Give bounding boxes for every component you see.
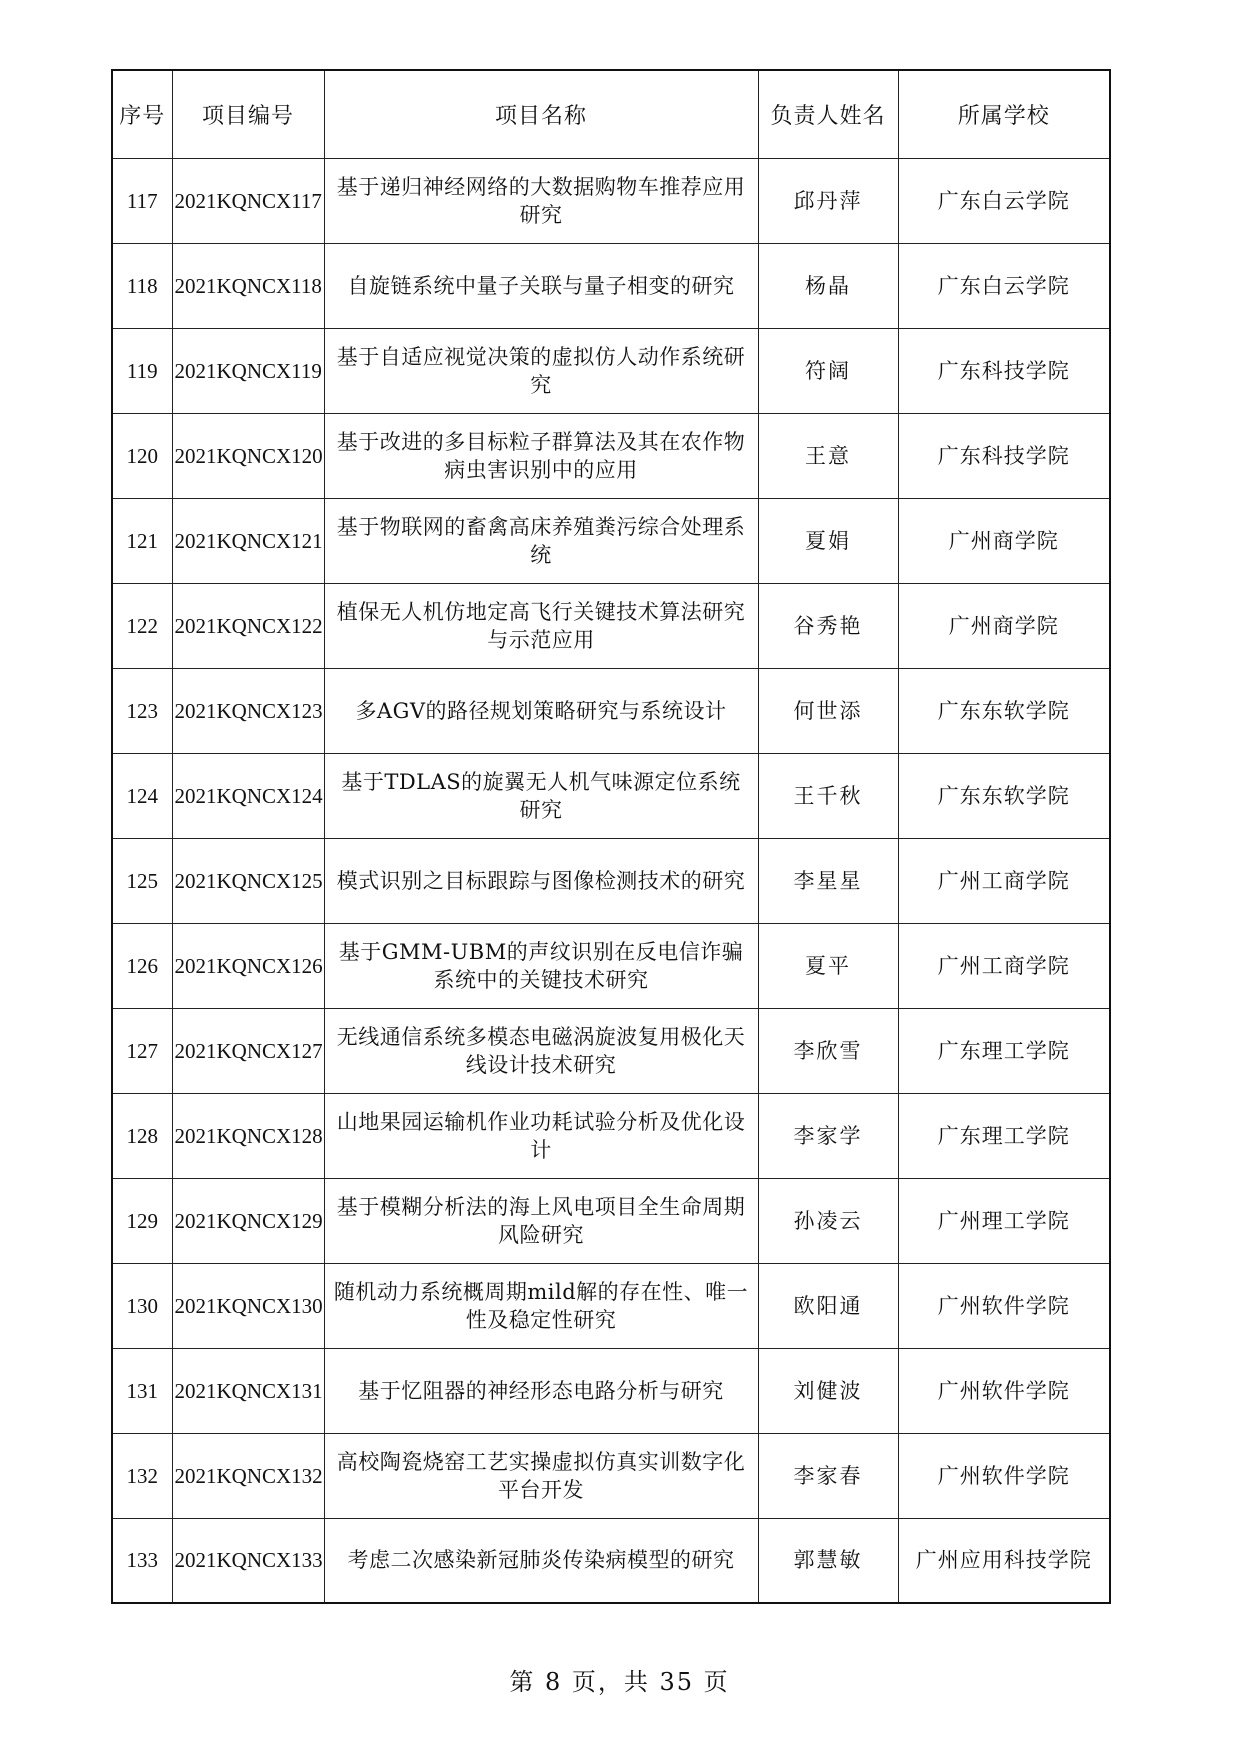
project-code: 2021KQNCX122 — [172, 583, 324, 668]
project-code: 2021KQNCX128 — [172, 1093, 324, 1178]
school-name: 广东理工学院 — [898, 1093, 1110, 1178]
school-name: 广州软件学院 — [898, 1263, 1110, 1348]
project-name: 基于物联网的畜禽高床养殖粪污综合处理系统 — [324, 498, 758, 583]
project-name: 基于递归神经网络的大数据购物车推荐应用研究 — [324, 158, 758, 243]
project-name: 无线通信系统多模态电磁涡旋波复用极化天线设计技术研究 — [324, 1008, 758, 1093]
header-project-name: 项目名称 — [324, 70, 758, 158]
leader-name: 李家学 — [758, 1093, 898, 1178]
table-row — [112, 1093, 1110, 1178]
table-row — [112, 158, 1110, 243]
leader-name: 孙凌云 — [758, 1178, 898, 1263]
table-row — [112, 1433, 1110, 1518]
row-index: 124 — [112, 753, 172, 838]
table-row — [112, 923, 1110, 1008]
project-name: 基于模糊分析法的海上风电项目全生命周期风险研究 — [324, 1178, 758, 1263]
project-code: 2021KQNCX129 — [172, 1178, 324, 1263]
table-row — [112, 1178, 1110, 1263]
header-leader-name: 负责人姓名 — [758, 70, 898, 158]
table-row — [112, 413, 1110, 498]
school-name: 广东白云学院 — [898, 158, 1110, 243]
leader-name: 欧阳通 — [758, 1263, 898, 1348]
row-index: 133 — [112, 1518, 172, 1603]
row-index: 117 — [112, 158, 172, 243]
project-name: 考虑二次感染新冠肺炎传染病模型的研究 — [324, 1518, 758, 1603]
leader-name: 李家春 — [758, 1433, 898, 1518]
row-index: 125 — [112, 838, 172, 923]
project-name: 多AGV的路径规划策略研究与系统设计 — [324, 668, 758, 753]
project-table — [111, 69, 1111, 1604]
project-code: 2021KQNCX125 — [172, 838, 324, 923]
project-code: 2021KQNCX120 — [172, 413, 324, 498]
leader-name: 李欣雪 — [758, 1008, 898, 1093]
school-name: 广州商学院 — [898, 583, 1110, 668]
project-code: 2021KQNCX119 — [172, 328, 324, 413]
row-index: 132 — [112, 1433, 172, 1518]
table-row — [112, 583, 1110, 668]
project-code: 2021KQNCX124 — [172, 753, 324, 838]
project-code: 2021KQNCX127 — [172, 1008, 324, 1093]
table-row — [112, 1008, 1110, 1093]
project-code: 2021KQNCX118 — [172, 243, 324, 328]
row-index: 123 — [112, 668, 172, 753]
table-row — [112, 498, 1110, 583]
project-name: 高校陶瓷烧窑工艺实操虚拟仿真实训数字化平台开发 — [324, 1433, 758, 1518]
table-row — [112, 328, 1110, 413]
school-name: 广东理工学院 — [898, 1008, 1110, 1093]
leader-name: 王千秋 — [758, 753, 898, 838]
project-name: 基于忆阻器的神经形态电路分析与研究 — [324, 1348, 758, 1433]
row-index: 129 — [112, 1178, 172, 1263]
leader-name: 杨晶 — [758, 243, 898, 328]
leader-name: 符阔 — [758, 328, 898, 413]
project-code: 2021KQNCX133 — [172, 1518, 324, 1603]
table-row — [112, 1348, 1110, 1433]
school-name: 广东东软学院 — [898, 668, 1110, 753]
header-row — [112, 70, 1110, 158]
project-name: 模式识别之目标跟踪与图像检测技术的研究 — [324, 838, 758, 923]
project-code: 2021KQNCX130 — [172, 1263, 324, 1348]
leader-name: 夏娟 — [758, 498, 898, 583]
page-footer: 第 8 页，共 35 页 — [509, 1668, 730, 1696]
leader-name: 夏平 — [758, 923, 898, 1008]
row-index: 128 — [112, 1093, 172, 1178]
row-index: 122 — [112, 583, 172, 668]
table-body — [112, 158, 1110, 1603]
project-table-container — [111, 69, 1109, 1604]
school-name: 广州理工学院 — [898, 1178, 1110, 1263]
leader-name: 李星星 — [758, 838, 898, 923]
school-name: 广州软件学院 — [898, 1433, 1110, 1518]
project-name: 植保无人机仿地定高飞行关键技术算法研究与示范应用 — [324, 583, 758, 668]
project-name: 山地果园运输机作业功耗试验分析及优化设计 — [324, 1093, 758, 1178]
school-name: 广东科技学院 — [898, 413, 1110, 498]
school-name: 广东东软学院 — [898, 753, 1110, 838]
project-name: 随机动力系统概周期mild解的存在性、唯一性及稳定性研究 — [324, 1263, 758, 1348]
leader-name: 刘健波 — [758, 1348, 898, 1433]
project-code: 2021KQNCX131 — [172, 1348, 324, 1433]
row-index: 131 — [112, 1348, 172, 1433]
row-index: 120 — [112, 413, 172, 498]
header-school: 所属学校 — [898, 70, 1110, 158]
project-name: 基于GMM-UBM的声纹识别在反电信诈骗系统中的关键技术研究 — [324, 923, 758, 1008]
school-name: 广东科技学院 — [898, 328, 1110, 413]
school-name: 广州商学院 — [898, 498, 1110, 583]
project-code: 2021KQNCX123 — [172, 668, 324, 753]
table-header — [112, 70, 1110, 158]
project-name: 基于改进的多目标粒子群算法及其在农作物病虫害识别中的应用 — [324, 413, 758, 498]
table-row — [112, 753, 1110, 838]
school-name: 广州软件学院 — [898, 1348, 1110, 1433]
row-index: 121 — [112, 498, 172, 583]
table-row — [112, 243, 1110, 328]
leader-name: 谷秀艳 — [758, 583, 898, 668]
leader-name: 王意 — [758, 413, 898, 498]
project-name: 基于自适应视觉决策的虚拟仿人动作系统研究 — [324, 328, 758, 413]
table-row — [112, 1263, 1110, 1348]
school-name: 广州应用科技学院 — [898, 1518, 1110, 1603]
leader-name: 何世添 — [758, 668, 898, 753]
project-code: 2021KQNCX121 — [172, 498, 324, 583]
row-index: 130 — [112, 1263, 172, 1348]
header-project-code: 项目编号 — [172, 70, 324, 158]
project-code: 2021KQNCX117 — [172, 158, 324, 243]
row-index: 127 — [112, 1008, 172, 1093]
table-row — [112, 838, 1110, 923]
school-name: 广东白云学院 — [898, 243, 1110, 328]
leader-name: 郭慧敏 — [758, 1518, 898, 1603]
row-index: 118 — [112, 243, 172, 328]
leader-name: 邱丹萍 — [758, 158, 898, 243]
table-row — [112, 1518, 1110, 1603]
project-name: 基于TDLAS的旋翼无人机气味源定位系统研究 — [324, 753, 758, 838]
school-name: 广州工商学院 — [898, 838, 1110, 923]
project-code: 2021KQNCX126 — [172, 923, 324, 1008]
header-index: 序号 — [112, 70, 172, 158]
table-row — [112, 668, 1110, 753]
project-code: 2021KQNCX132 — [172, 1433, 324, 1518]
project-name: 自旋链系统中量子关联与量子相变的研究 — [324, 243, 758, 328]
school-name: 广州工商学院 — [898, 923, 1110, 1008]
row-index: 119 — [112, 328, 172, 413]
row-index: 126 — [112, 923, 172, 1008]
